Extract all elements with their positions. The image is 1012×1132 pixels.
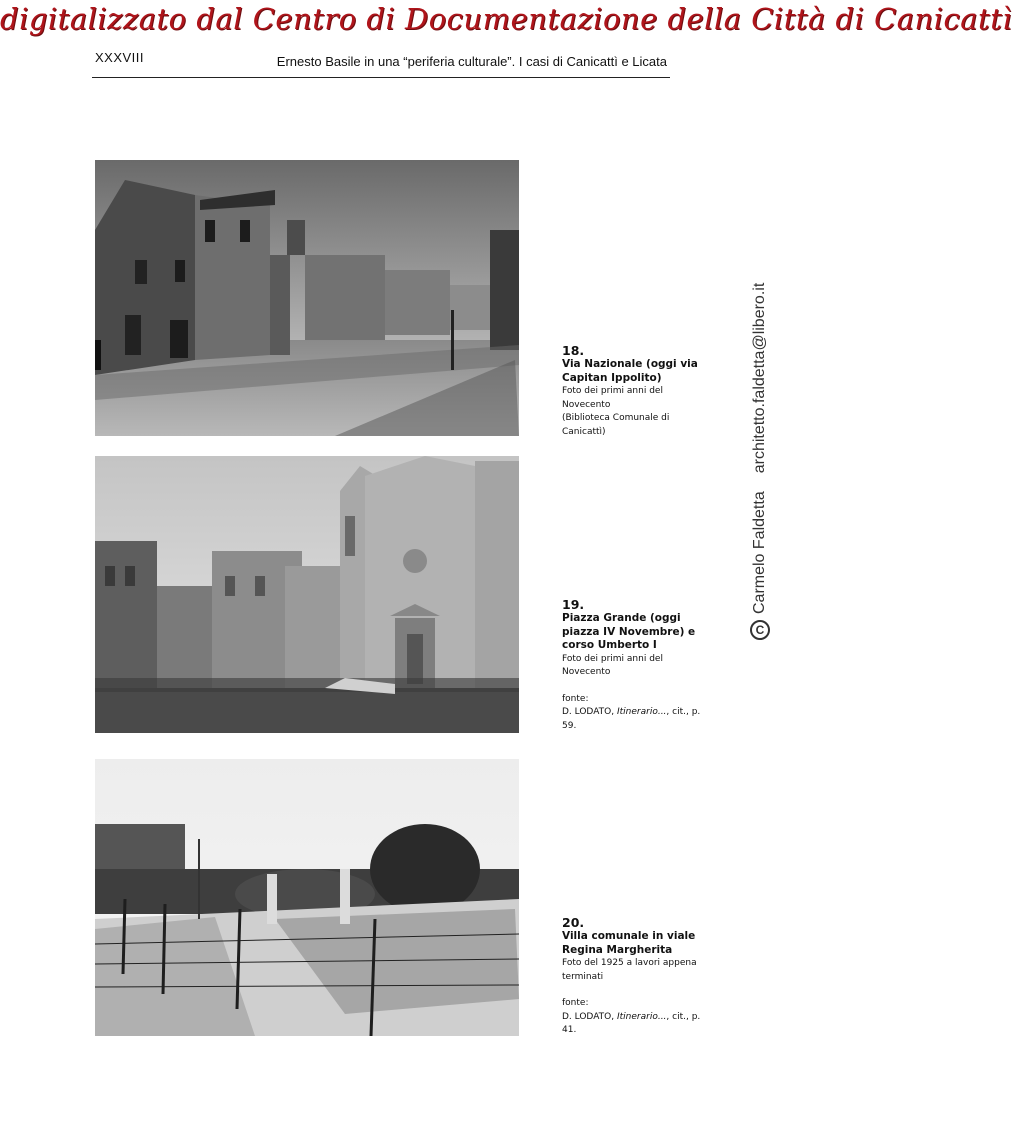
copyright-watermark <box>750 283 770 640</box>
running-header <box>92 48 670 78</box>
caption-figure-20 <box>562 915 712 1038</box>
running-title: Ernesto Basile in una “periferia culturale”. I casi di Canicattì e Licata <box>276 54 667 69</box>
photo-piazza-grande <box>95 456 519 733</box>
digitization-banner: digitalizzato dal Centro di Documentazione della Città di Canicattì <box>0 2 1012 36</box>
citation-author: D. LODATO, <box>562 707 615 717</box>
caption-figure-18 <box>562 343 712 439</box>
figure-number: 18. <box>562 343 585 358</box>
figure-number: 19. <box>562 597 585 612</box>
citation-work: Itinerario... <box>616 1011 667 1022</box>
figure-title: Piazza Grande (oggi piazza IV Novembre) e corso Umberto I <box>562 612 696 651</box>
page-number: XXXVIII <box>95 50 145 65</box>
figure-title: Via Nazionale (oggi via Capitan Ippolito) <box>562 358 698 384</box>
figure-description: Foto dei primi anni del Novecento <box>562 653 663 677</box>
watermark-email: architetto.faldetta@libero.it <box>751 282 769 474</box>
source-label: fonte: <box>562 693 589 704</box>
caption-figure-19 <box>562 597 712 733</box>
photo-villa-comunale <box>95 759 519 1036</box>
figure-description: Foto del 1925 a lavori appena terminati <box>562 958 697 982</box>
figure-title: Villa comunale in viale Regina Margherita <box>562 930 696 956</box>
citation-pages: , cit., p. 41. <box>562 1011 701 1035</box>
figure-number: 20. <box>562 915 585 930</box>
source-citation <box>562 706 712 733</box>
source-citation <box>562 1011 712 1038</box>
citation-author: D. LODATO, <box>562 1011 615 1022</box>
citation-work: Itinerario... <box>616 707 667 717</box>
source-label: fonte: <box>562 998 589 1008</box>
copyright-icon: C <box>750 620 770 640</box>
figure-source: (Biblioteca Comunale di Canicattì) <box>562 413 670 437</box>
figure-description: Foto dei primi anni del Novecento <box>562 386 663 410</box>
photo-via-nazionale <box>95 160 519 436</box>
watermark-author: Carmelo Faldetta <box>751 491 769 614</box>
citation-pages: , cit., p. 59. <box>562 707 701 731</box>
